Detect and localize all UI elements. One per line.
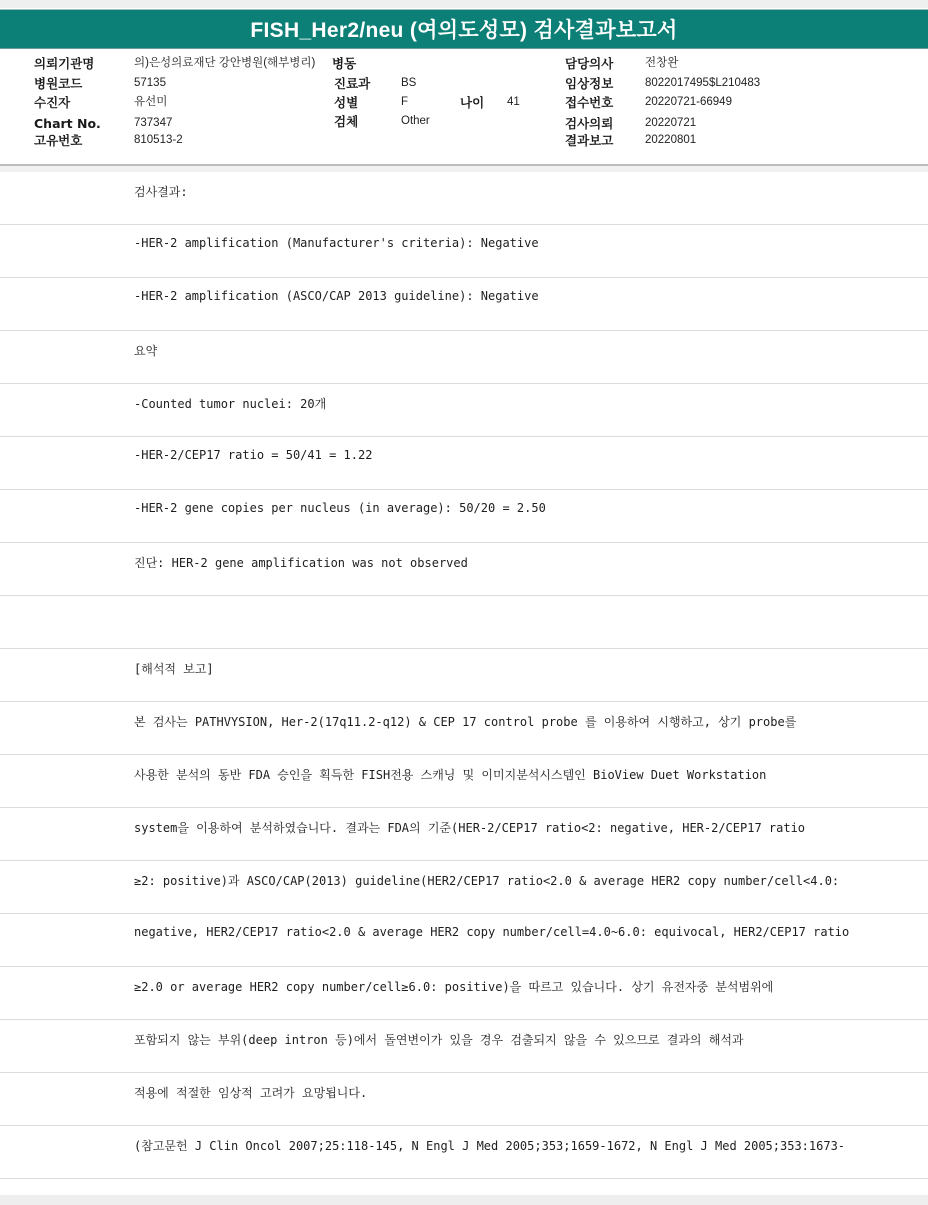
- report-line: [0, 437, 928, 490]
- report-line: [0, 278, 928, 331]
- report-line-text: ≥2: positive)과 ASCO/CAP(2013) guideline(HER2/CEP17 ratio<2.0 & average HER2 copy number/cell<4.0:: [134, 874, 840, 888]
- report-line-text: 진단: HER-2 gene amplification was not observed: [134, 556, 468, 570]
- report-line: [0, 543, 928, 596]
- report-line-text: 본 검사는 PATHVYSION, Her-2(17q11.2-q12) & CEP 17 control probe 를 이용하여 시행하고, 상기 probe를: [134, 715, 797, 729]
- report-title: FISH_Her2/neu (여의도성모) 검사결과보고서: [250, 19, 678, 42]
- ward-label: 병동: [332, 56, 357, 71]
- age-label: 나이: [460, 95, 485, 110]
- report-line-text: 포함되지 않는 부위(deep intron 등)에서 돌연변이가 있을 경우 검출되지 않을 수 있으므로 결과의 해석과: [134, 1033, 744, 1047]
- report-line: [0, 1126, 928, 1179]
- dept-label: 진료과: [334, 76, 371, 91]
- report-line-text: system을 이용하여 분석하였습니다. 결과는 FDA의 기준(HER-2/CEP17 ratio<2: negative, HER-2/CEP17 ratio: [134, 821, 806, 835]
- sex-value: F: [401, 96, 409, 108]
- report-line: [0, 225, 928, 278]
- receipt-label: 접수번호: [565, 95, 614, 110]
- report-line: [0, 384, 928, 437]
- report-line-text: 검사결과:: [134, 185, 188, 199]
- report-line: [0, 1073, 928, 1126]
- report-line-text: ≥2.0 or average HER2 copy number/cell≥6.0: positive)을 따르고 있습니다. 상기 유전자중 분석범위에: [134, 980, 774, 994]
- report-line: [0, 649, 928, 702]
- report-line: [0, 755, 928, 808]
- report-line: [0, 331, 928, 384]
- patient-value: 유선미: [134, 96, 168, 108]
- clinical-info-label: 임상정보: [565, 76, 614, 91]
- request-date-value: 20220721: [645, 117, 697, 129]
- specimen-label: 검체: [334, 114, 359, 129]
- report-line-text: negative, HER2/CEP17 ratio<2.0 & average HER2 copy number/cell=4.0~6.0: equivocal, HER2/CEP17 ratio: [134, 925, 850, 939]
- report-line-text: -HER-2 amplification (ASCO/CAP 2013 guideline): Negative: [134, 289, 539, 303]
- report-line: [0, 861, 928, 914]
- clinical-info-value: 8022017495$L210483: [645, 77, 761, 89]
- institution-label: 의뢰기관명: [34, 56, 95, 71]
- receipt-value: 20220721-66949: [645, 96, 732, 108]
- doctor-value: 전창완: [645, 57, 679, 69]
- request-date-label: 검사의뢰: [565, 116, 614, 131]
- report-line: [0, 1020, 928, 1073]
- report-line-text: 적용에 적절한 임상적 고려가 요망됩니다.: [134, 1086, 368, 1100]
- report-line: [0, 702, 928, 755]
- specimen-value: Other: [401, 115, 430, 127]
- report-line-text: 요약: [134, 344, 158, 358]
- report-title-bar: [0, 9, 928, 49]
- report-line-text: -HER-2 gene copies per nucleus (in average): 50/20 = 2.50: [134, 501, 546, 515]
- report-line: [0, 808, 928, 861]
- report-line: [0, 172, 928, 225]
- report-line: [0, 967, 928, 1020]
- hospital-code-value: 57135: [134, 77, 166, 89]
- chart-no-value: 737347: [134, 117, 173, 129]
- dept-value: BS: [401, 77, 417, 89]
- report-line-text: 사용한 분석의 동반 FDA 승인을 획득한 FISH전용 스캐닝 및 이미지분석시스템인 BioView Duet Workstation: [134, 768, 767, 782]
- unique-no-value: 810513-2: [134, 134, 183, 146]
- result-lines: [0, 172, 928, 1179]
- chart-no-label: Chart No.: [34, 116, 101, 131]
- bottom-strip: [0, 1195, 928, 1205]
- report-line-text: [해석적 보고]: [134, 662, 214, 676]
- result-report-label: 결과보고: [565, 133, 614, 148]
- report-line: [0, 914, 928, 967]
- report-line-text: -HER-2/CEP17 ratio = 50/41 = 1.22: [134, 448, 373, 462]
- report-line-text: -HER-2 amplification (Manufacturer's criteria): Negative: [134, 236, 539, 250]
- result-report-value: 20220801: [645, 134, 697, 146]
- sex-label: 성별: [334, 95, 359, 110]
- doctor-label: 담당의사: [565, 56, 614, 71]
- patient-info-panel: [0, 48, 928, 166]
- top-strip: [0, 0, 928, 8]
- report-line: [0, 596, 928, 649]
- patient-label: 수진자: [34, 95, 71, 110]
- unique-no-label: 고유번호: [34, 133, 83, 148]
- report-line-text: -Counted tumor nuclei: 20개: [134, 397, 327, 411]
- report-line: [0, 490, 928, 543]
- hospital-code-label: 병원코드: [34, 76, 83, 91]
- report-line-text: (참고문헌 J Clin Oncol 2007;25:118-145, N Engl J Med 2005;353;1659-1672, N Engl J Med 2005;353:1673-: [134, 1139, 846, 1153]
- institution-value: 의)은성의료재단 강안병원(해부병리): [134, 57, 316, 69]
- age-value: 41: [507, 96, 520, 108]
